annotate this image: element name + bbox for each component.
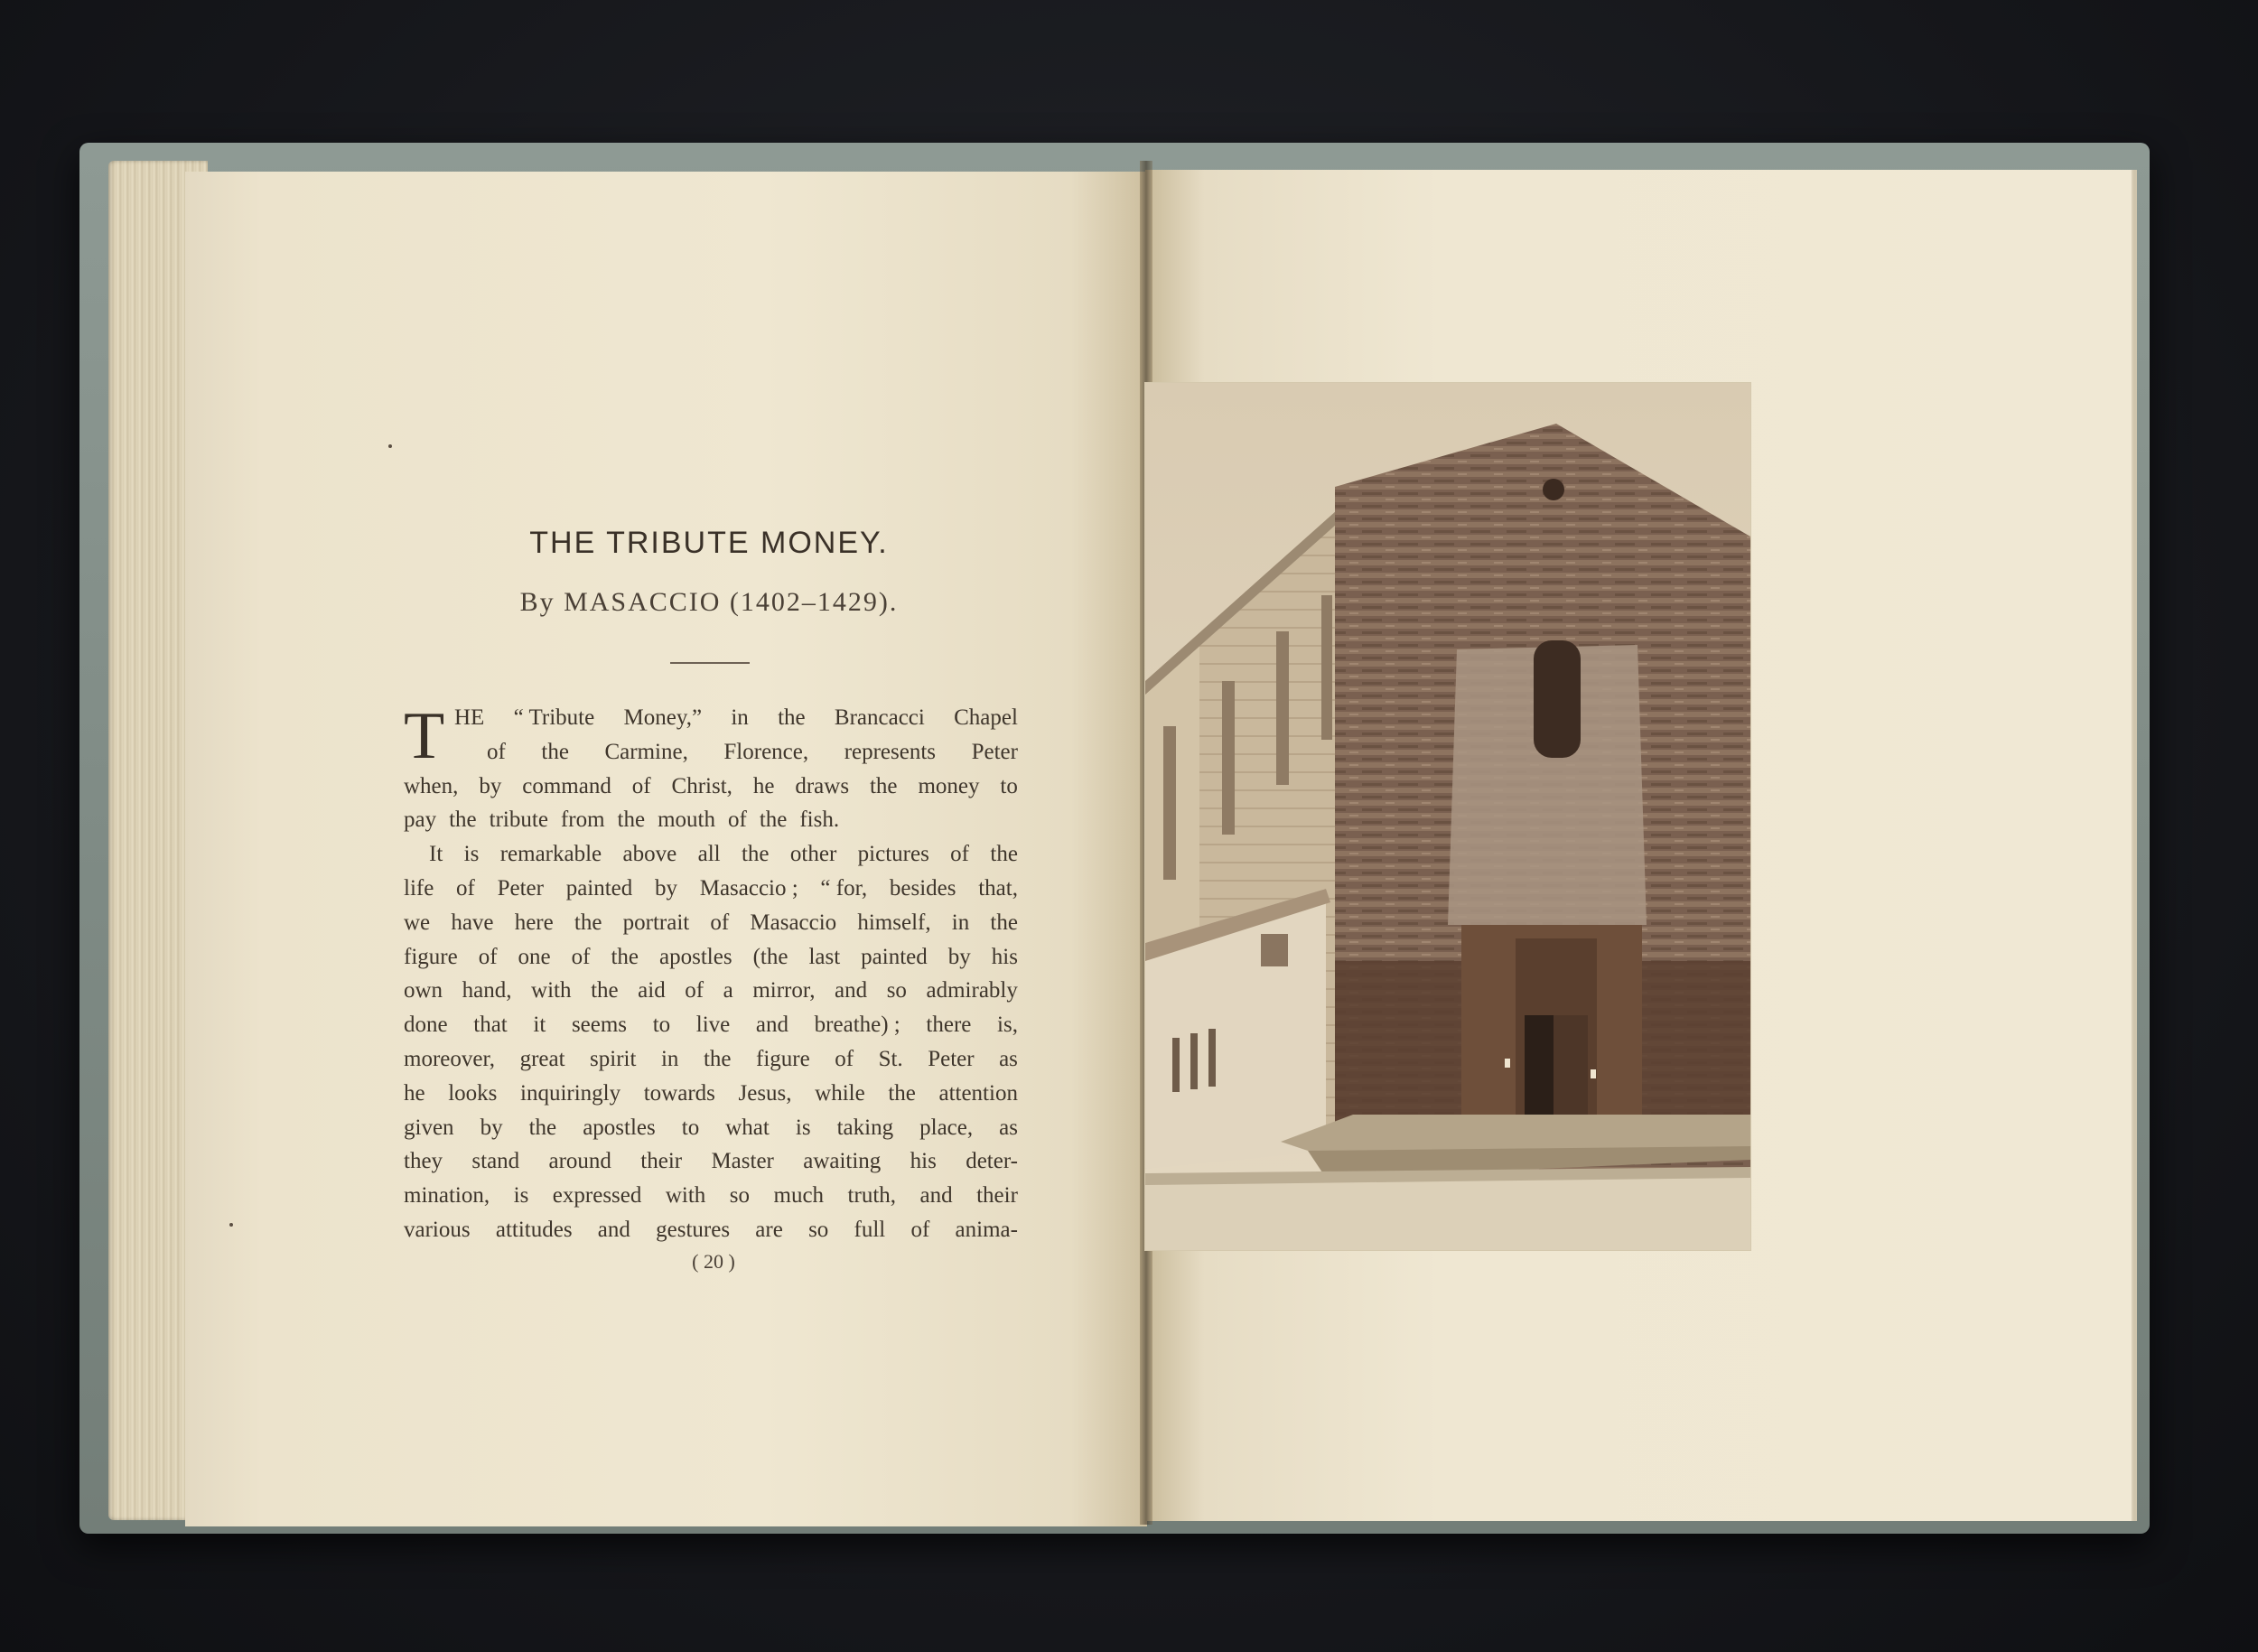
word: the: [541, 739, 569, 764]
word: deter-: [966, 1149, 1018, 1174]
text-line: [404, 940, 1018, 975]
word: mination,: [404, 1183, 490, 1209]
word: stand: [471, 1149, 520, 1174]
word: expressed: [552, 1183, 642, 1209]
word: of: [950, 842, 969, 867]
word: the: [990, 910, 1018, 935]
text-line: [404, 906, 1018, 940]
word: attention: [938, 1080, 1018, 1106]
word: so: [729, 1183, 751, 1209]
word: as: [999, 1046, 1018, 1071]
word: Peter: [497, 875, 544, 901]
text-line: [404, 770, 1018, 804]
word: is: [795, 1115, 811, 1140]
title-rule: [670, 662, 750, 664]
word: the: [759, 807, 788, 833]
word: he: [752, 773, 775, 798]
word: Peter: [971, 739, 1018, 764]
word: by: [655, 875, 677, 901]
word: in: [731, 705, 749, 730]
word: and: [597, 1217, 630, 1242]
word: “ Tribute: [513, 705, 595, 730]
word: Peter: [928, 1046, 975, 1071]
tipped-in-photograph: [1145, 383, 1750, 1250]
word: truth,: [847, 1183, 897, 1209]
word: there: [926, 1013, 972, 1038]
word: life: [404, 875, 434, 901]
word: fish.: [799, 807, 840, 833]
word: mouth: [658, 807, 715, 833]
word: and: [755, 1013, 789, 1038]
word: his: [991, 944, 1018, 969]
word: the: [741, 842, 770, 867]
word: all: [697, 842, 721, 867]
word: are: [755, 1217, 783, 1242]
word: remarkable: [499, 842, 602, 867]
word: and: [835, 978, 868, 1003]
word: is: [463, 842, 480, 867]
word: besides: [889, 875, 956, 901]
word: admirably: [926, 978, 1018, 1003]
word: the: [778, 705, 806, 730]
word: aid: [638, 978, 666, 1003]
drop-cap: T: [404, 699, 445, 773]
word: when,: [404, 773, 459, 798]
word: of: [487, 739, 506, 764]
word: have: [451, 910, 494, 935]
word: we: [404, 910, 431, 935]
word: last: [808, 944, 841, 969]
word: other: [789, 842, 837, 867]
word: gestures: [656, 1217, 731, 1242]
word: of: [571, 944, 591, 969]
word: in: [951, 910, 970, 935]
word: Brancacci: [834, 705, 925, 730]
word: here: [514, 910, 554, 935]
word: the: [591, 978, 619, 1003]
word: in: [660, 1046, 679, 1071]
word: HE: [454, 705, 485, 730]
word: done: [404, 1013, 448, 1038]
word: a: [723, 978, 733, 1003]
word: Master: [711, 1149, 774, 1174]
word: Money,”: [623, 705, 703, 730]
word: apostles: [659, 944, 732, 969]
word: of: [685, 978, 704, 1003]
word: tribute: [489, 807, 548, 833]
word: Masaccio ;: [699, 875, 798, 901]
word: with: [531, 978, 572, 1003]
chapter-byline: By MASACCIO (1402–1429).: [519, 587, 899, 617]
word: around: [548, 1149, 611, 1174]
word: inquiringly: [520, 1080, 621, 1106]
word: by: [480, 1115, 503, 1140]
word: mirror,: [752, 978, 816, 1003]
word: money: [918, 773, 980, 798]
word: pictures: [857, 842, 929, 867]
word: of: [835, 1046, 854, 1071]
word: what: [725, 1115, 770, 1140]
word: apostles: [583, 1115, 656, 1140]
word: so: [808, 1217, 829, 1242]
text-line: [404, 1077, 1018, 1111]
word: draws: [795, 773, 850, 798]
word: awaiting: [803, 1149, 882, 1174]
word: painted: [565, 875, 633, 901]
word: Masaccio: [750, 910, 837, 935]
word: pay: [404, 807, 437, 833]
word: breathe) ;: [814, 1013, 900, 1038]
text-line: [404, 701, 1018, 735]
word: it: [533, 1013, 546, 1038]
word: figure: [756, 1046, 810, 1071]
word: represents: [844, 739, 937, 764]
word: Christ,: [671, 773, 732, 798]
word: own: [404, 978, 443, 1003]
word: to: [652, 1013, 671, 1038]
word: the: [611, 944, 639, 969]
word: and: [919, 1183, 953, 1209]
text-line: [404, 974, 1018, 1008]
word: is,: [997, 1013, 1018, 1038]
word: It: [429, 842, 443, 867]
word: the: [703, 1046, 732, 1071]
text-line: [404, 1042, 1018, 1077]
word: of: [910, 1217, 930, 1242]
text-line: [404, 1008, 1018, 1042]
word: Jesus,: [738, 1080, 792, 1106]
text-line: [404, 1111, 1018, 1145]
word: given: [404, 1115, 454, 1140]
page-number: ( 20 ): [692, 1250, 735, 1273]
text-line: [404, 735, 1018, 770]
word: live: [695, 1013, 731, 1038]
word: towards: [643, 1080, 715, 1106]
word: the: [449, 807, 477, 833]
word: they: [404, 1149, 443, 1174]
word: that,: [978, 875, 1018, 901]
word: himself,: [857, 910, 931, 935]
word: looks: [448, 1080, 498, 1106]
word: he: [404, 1080, 425, 1106]
word: various: [404, 1217, 471, 1242]
word: with: [665, 1183, 706, 1209]
word: the: [888, 1080, 916, 1106]
word: Carmine,: [604, 739, 688, 764]
word: his: [910, 1149, 937, 1174]
word: the: [528, 1115, 557, 1140]
word: of: [727, 807, 747, 833]
word: the: [617, 807, 646, 833]
word: spirit: [590, 1046, 637, 1071]
word: moreover,: [404, 1046, 496, 1071]
word: the: [990, 842, 1018, 867]
word: seems: [571, 1013, 628, 1038]
word: great: [519, 1046, 565, 1071]
text-line: [404, 803, 1018, 837]
body-paragraphs: [404, 701, 1018, 1247]
church-facade-photo: [1145, 383, 1750, 1250]
word: command: [522, 773, 611, 798]
text-line: [404, 1213, 1018, 1247]
text-line: [404, 837, 1018, 872]
chapter-title: THE TRIBUTE MONEY.: [529, 526, 889, 560]
word: the: [574, 910, 602, 935]
word: their: [640, 1149, 683, 1174]
word: Florence,: [723, 739, 809, 764]
word: (the: [752, 944, 788, 969]
paper-speck: [388, 444, 392, 448]
text-line: [404, 872, 1018, 906]
word: hand,: [462, 978, 512, 1003]
word: Chapel: [954, 705, 1018, 730]
word: place,: [919, 1115, 974, 1140]
word: the: [869, 773, 898, 798]
word: much: [773, 1183, 825, 1209]
word: of: [456, 875, 475, 901]
word: full: [854, 1217, 886, 1242]
text-line: [404, 1144, 1018, 1179]
word: by: [479, 773, 502, 798]
word: figure: [404, 944, 458, 969]
word: by: [947, 944, 971, 969]
word: of: [631, 773, 651, 798]
word: that: [473, 1013, 508, 1038]
word: portrait: [622, 910, 690, 935]
word: above: [622, 842, 677, 867]
paper-speck: [229, 1223, 233, 1227]
word: of: [478, 944, 498, 969]
word: one: [518, 944, 551, 969]
word: St.: [878, 1046, 903, 1071]
word: as: [999, 1115, 1018, 1140]
word: anima-: [955, 1217, 1018, 1242]
text-line: [404, 1179, 1018, 1213]
word: painted: [861, 944, 928, 969]
word: to: [681, 1115, 700, 1140]
word: while: [815, 1080, 865, 1106]
word: their: [976, 1183, 1018, 1209]
word: attitudes: [495, 1217, 573, 1242]
word: from: [560, 807, 605, 833]
word: of: [710, 910, 730, 935]
word: to: [1000, 773, 1018, 798]
word: so: [886, 978, 907, 1003]
word: is: [513, 1183, 529, 1209]
word: “ for,: [820, 875, 868, 901]
word: taking: [836, 1115, 894, 1140]
